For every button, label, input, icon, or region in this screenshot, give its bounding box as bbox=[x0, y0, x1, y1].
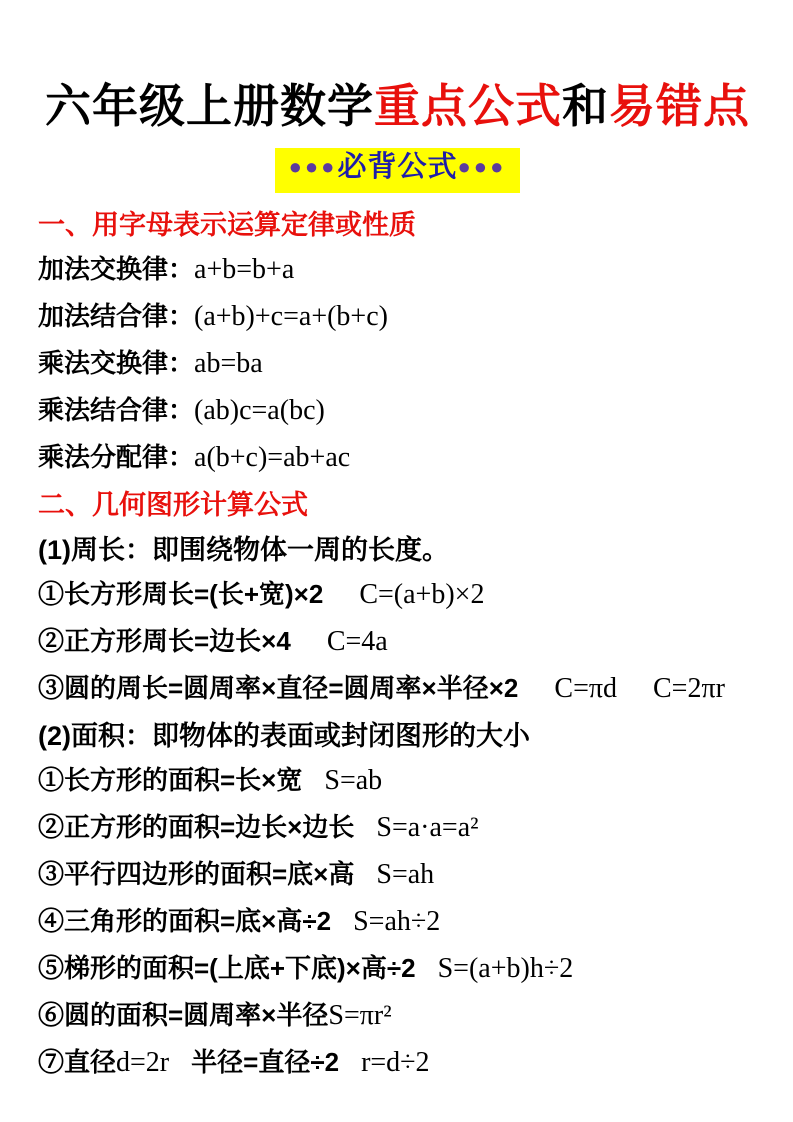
formula-math-text: S=(a+b)h÷2 bbox=[437, 952, 574, 984]
formula-chinese-text: 加法结合律： bbox=[38, 300, 195, 331]
formula-chinese-text: ⑤梯形的面积=(上底+下底)×高÷2 bbox=[38, 952, 416, 983]
formula-math-text: (ab)c=a(bc) bbox=[194, 394, 325, 426]
title-segment-black: 和 bbox=[562, 80, 609, 132]
formula-math-text: C=4a bbox=[326, 625, 388, 657]
perimeter-formula-line bbox=[38, 573, 757, 620]
badge-label: 必背公式 bbox=[337, 150, 458, 183]
subsection-heading-perimeter: (1)周长：即围绕物体一周的长度。 bbox=[38, 534, 449, 565]
law-line bbox=[38, 436, 757, 483]
formula-math-text: S=ah÷2 bbox=[353, 905, 441, 937]
badge-row bbox=[38, 148, 757, 193]
area-formula-line bbox=[38, 806, 757, 853]
formula-math-text: S=a·a=a² bbox=[376, 811, 479, 843]
formula-chinese-text: ④三角形的面积=底×高÷2 bbox=[38, 905, 332, 936]
formula-math-text: C=πd bbox=[554, 672, 617, 704]
formula-math-text: r=d÷2 bbox=[361, 1046, 430, 1078]
formula-math-text: S=ah bbox=[376, 858, 435, 890]
area-formula-line bbox=[38, 853, 757, 900]
section-heading-laws: 一、用字母表示运算定律或性质 bbox=[38, 209, 416, 240]
formula-math-text: a(b+c)=ab+ac bbox=[194, 441, 351, 473]
formula-chinese-text: ②正方形周长=边长×4 bbox=[38, 625, 291, 656]
formula-math-text: a+b=b+a bbox=[194, 253, 295, 285]
formula-chinese-text: ③圆的周长=圆周率×直径=圆周率×半径×2 bbox=[38, 672, 519, 703]
formula-math-text: C=(a+b)×2 bbox=[359, 578, 485, 610]
formula-chinese-text: ①长方形周长=(长+宽)×2 bbox=[38, 578, 324, 609]
area-formula-line bbox=[38, 1041, 757, 1088]
formula-chinese-text: ①长方形的面积=长×宽 bbox=[38, 764, 303, 795]
title-segment-red: 重点公式 bbox=[374, 80, 562, 132]
formula-chinese-text: 乘法结合律： bbox=[38, 394, 195, 425]
law-line bbox=[38, 389, 757, 436]
formula-math-text: C=2πr bbox=[653, 672, 725, 704]
page-title bbox=[38, 78, 757, 136]
formula-chinese-text: 加法交换律： bbox=[38, 253, 195, 284]
must-memorize-badge bbox=[275, 148, 521, 193]
formula-chinese-text: 乘法分配律： bbox=[38, 441, 195, 472]
formula-chinese-text: ⑥圆的面积=圆周率×半径 bbox=[38, 999, 329, 1030]
formula-math-text: S=ab bbox=[324, 764, 383, 796]
formula-chinese-text: ③平行四边形的面积=底×高 bbox=[38, 858, 355, 889]
formula-chinese-text: 半径=直径÷2 bbox=[191, 1046, 340, 1077]
formula-math-text: (a+b)+c=a+(b+c) bbox=[194, 300, 388, 332]
perimeter-formula-line bbox=[38, 667, 757, 714]
area-formula-line bbox=[38, 900, 757, 947]
law-line bbox=[38, 295, 757, 342]
formula-chinese-text: ⑦直径 bbox=[38, 1046, 117, 1077]
area-formula-line bbox=[38, 947, 757, 994]
formula-math-text: d=2r bbox=[116, 1046, 170, 1078]
section-heading-geometry: 二、几何图形计算公式 bbox=[38, 489, 308, 520]
formula-math-text: ab=ba bbox=[194, 347, 263, 379]
badge-dots-left: ●●● bbox=[288, 153, 338, 179]
title-segment-black: 六年级上册数学 bbox=[45, 80, 374, 132]
badge-dots-right: ●●● bbox=[457, 153, 507, 179]
law-line bbox=[38, 342, 757, 389]
area-formula-line bbox=[38, 994, 757, 1041]
area-formula-line bbox=[38, 759, 757, 806]
law-line bbox=[38, 248, 757, 295]
formula-math-text: S=πr² bbox=[328, 999, 392, 1031]
formula-chinese-text: ②正方形的面积=边长×边长 bbox=[38, 811, 355, 842]
title-segment-red: 易错点 bbox=[609, 80, 750, 132]
formula-chinese-text: 乘法交换律： bbox=[38, 347, 195, 378]
perimeter-formula-line bbox=[38, 620, 757, 667]
subsection-heading-area: (2)面积：即物体的表面或封闭图形的大小 bbox=[38, 720, 530, 751]
